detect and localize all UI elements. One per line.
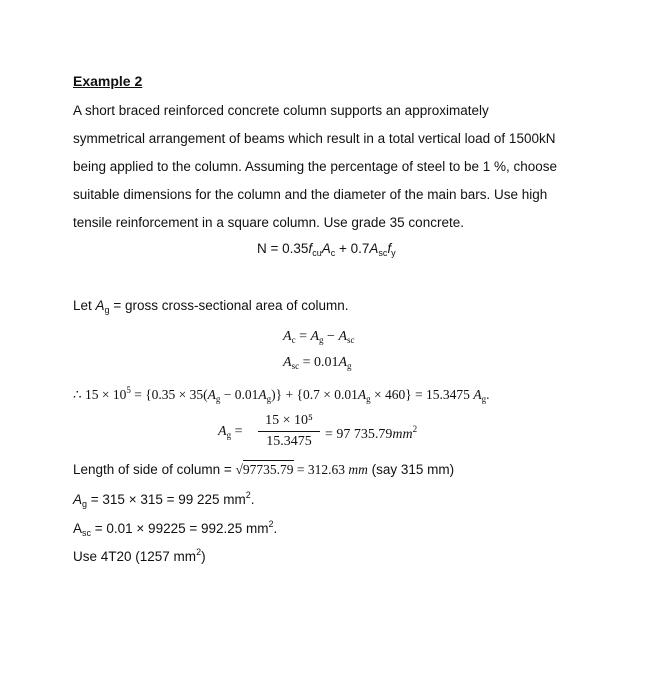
ag-lhs: $A_g$ = (218, 424, 243, 440)
paragraph-line-2: symmetrical arrangement of beams which result in a total vertical load of 1500kN (73, 131, 556, 146)
bar-choice-line: Use 4T20 (1257 $mm^2$) (73, 547, 206, 564)
ag-final-line: $A_g = 315 \times 315 = 99$ 225 $mm^2$. (73, 490, 255, 509)
design-formula: $N = 0.35f_{cu}A_c + 0.7A_{sc}f_y$ (257, 241, 396, 258)
asc-equation: $A_{sc} = 0.01A_g$ (283, 355, 352, 371)
asc-final-line: $A_{sc} = 0.01 \times 99225 = 992.25$ $mm^2$. (73, 519, 278, 538)
ac-equation: $A_c = A_g - A_{sc}$ (283, 329, 355, 345)
ag-fraction (258, 413, 320, 450)
example-heading: Example 2 (73, 73, 143, 89)
paragraph-line-5: tensile reinforcement in a square column. Use grade 35 concrete. (73, 215, 464, 230)
ag-denominator: 15.3475 (266, 434, 312, 449)
ag-result: = 97 $735.79mm^2$ (325, 424, 418, 442)
side-length-line: Length of side of column = √97735.79 = 312.63 mm (say 315 mm) (73, 462, 455, 477)
paragraph-line-1: A short braced reinforced concrete column supports an approximately (73, 103, 489, 118)
substitution-equation: ∴ $15 \times 10^5 = \{0.35 \times 35(A_g - 0.01A_g)\} + \{0.7 \times 0.01A_g \times 460\} = 15.3475$ $A_g$. (73, 385, 490, 404)
let-statement: Let $A_g$ = gross cross-sectional area of column. (73, 298, 349, 315)
ag-numerator: 15 × 10⁵ (265, 413, 313, 428)
paragraph-line-4: suitable dimensions for the column and the diameter of the main bars. Use high (73, 187, 548, 202)
paragraph-line-3: being applied to the column. Assuming the percentage of steel to be 1 %, choose (73, 159, 558, 174)
